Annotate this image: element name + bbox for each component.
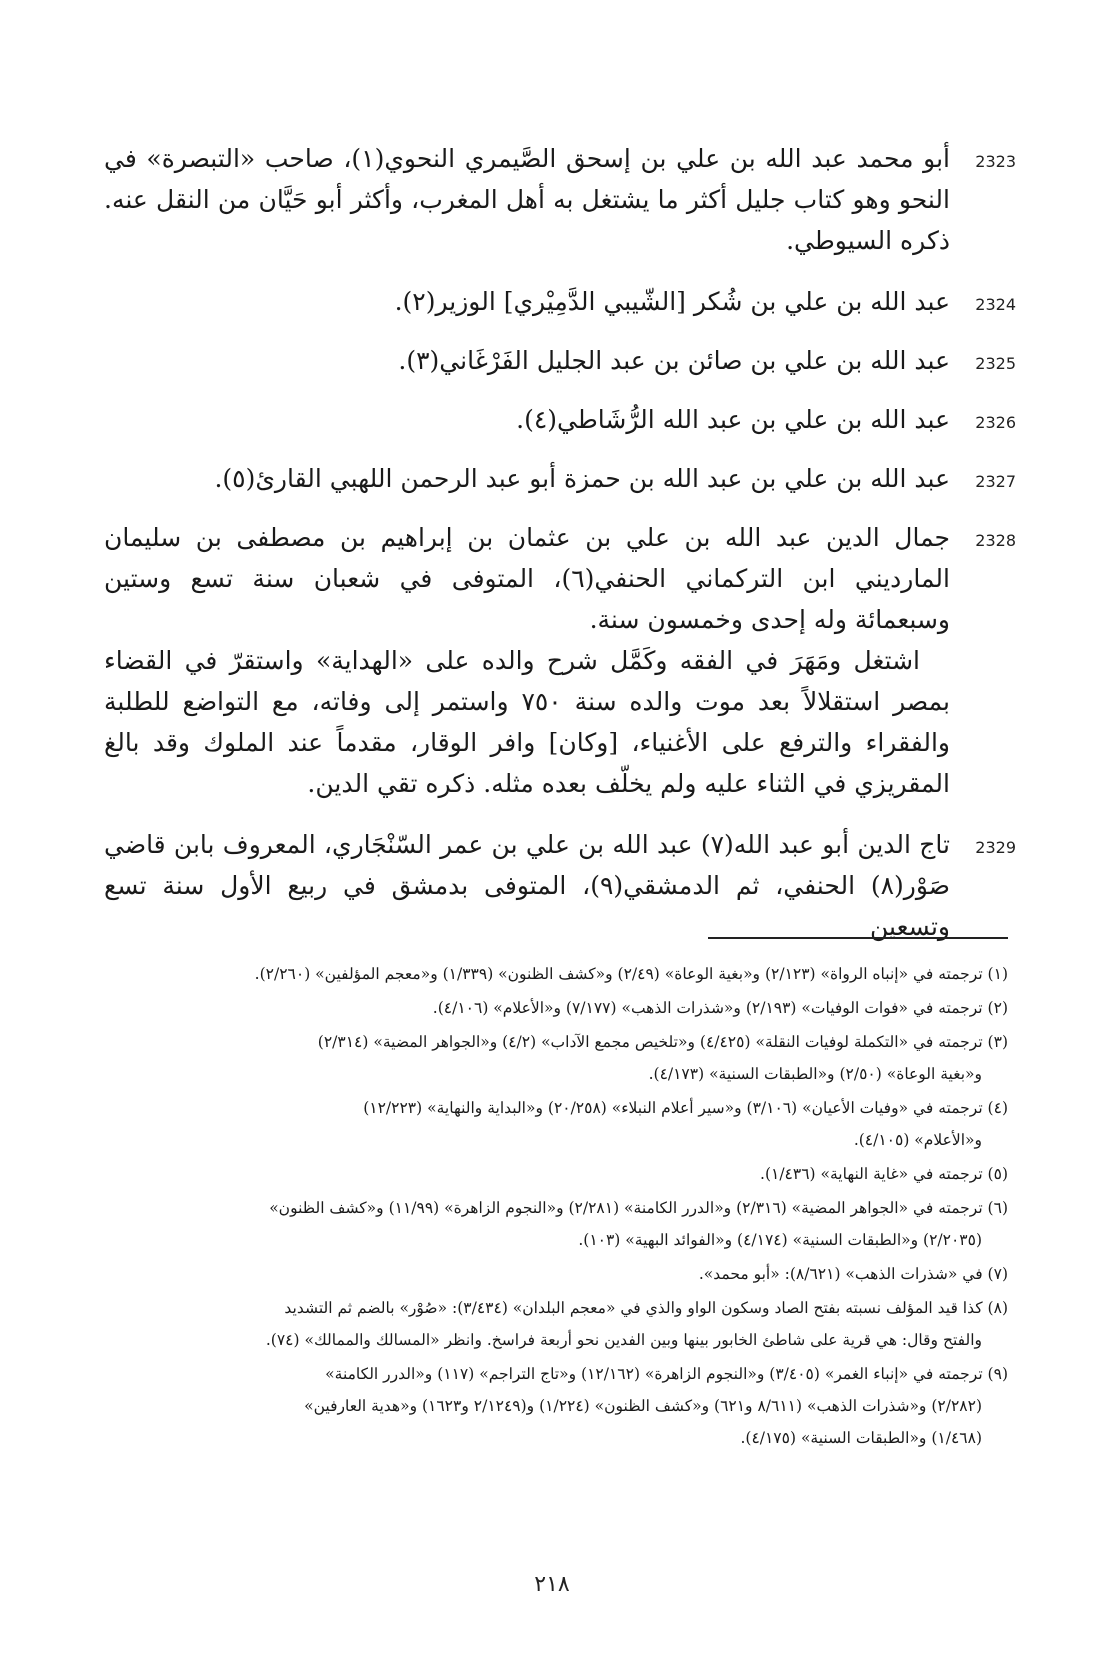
footnote-line: والفتح وقال: هي قرية على شاطئ الخابور بينها وبين الفدين نحو أربعة فراسخ. وانظر «المسالك والممالك» (٧٤).	[265, 1331, 982, 1349]
entry-number: 2326	[975, 413, 1016, 432]
footnote-4	[104, 1092, 1008, 1156]
footnotes	[104, 958, 1008, 1456]
footnote-line: (٢/٢٠٣٥) و«الطبقات السنية» (٤/١٧٤) و«الفوائد البهية» (١٠٣).	[578, 1231, 982, 1249]
entries-list	[104, 138, 1016, 947]
footnote-1	[104, 958, 1008, 990]
footnote-9	[104, 1358, 1008, 1454]
entry-2326	[104, 399, 1016, 440]
entry-text-continued: اشتغل ومَهَرَ في الفقه وكَمَّل شرح والده على «الهداية» واستقرّ في القضاء بمصر استقلالاً بعد موت والده سنة ٧٥٠ واستمر إلى وفاته، مع التواضع للطلبة والفقراء والترفع على الأغنياء، [وكان] وافر الوقار، مقدماً عند الملوك وقد بالغ المقريزي في الثناء عليه ولم يخلّف بعده مثله. ذكره تقي الدين.	[104, 646, 950, 798]
entry-number: 2328	[975, 531, 1016, 550]
footnote-5	[104, 1158, 1008, 1190]
footnote-8	[104, 1292, 1008, 1356]
footnote-line: و«بغية الوعاة» (٢/٥٠) و«الطبقات السنية» (٤/١٧٣).	[648, 1065, 982, 1083]
footnote-separator	[708, 937, 1008, 939]
entry-text: أبو محمد عبد الله بن علي بن إسحق الصَّيمري النحوي(١)، صاحب «التبصرة» في النحو وهو كتاب جليل أكثر ما يشتغل به أهل المغرب، وأكثر أبو حَيَّان من النقل عنه. ذكره السيوطي.	[104, 144, 950, 255]
entry-number: 2329	[975, 838, 1016, 857]
footnote-6	[104, 1192, 1008, 1256]
footnote-2	[104, 992, 1008, 1024]
entry-2329	[104, 824, 1016, 947]
footnote-line: (١/٤٦٨) و«الطبقات السنية» (٤/١٧٥).	[740, 1429, 982, 1447]
footnote-line: (٧) في «شذرات الذهب» (٨/٦٢١): «أبو محمد».	[698, 1265, 1008, 1283]
footnote-line: و«الأعلام» (٤/١٠٥).	[853, 1131, 982, 1149]
entry-text: جمال الدين عبد الله بن علي بن عثمان بن إبراهيم بن مصطفى بن سليمان المارديني ابن التركماني الحنفي(٦)، المتوفى في شعبان سنة تسع وستين وسبعمائة وله إحدى وخمسون سنة.	[104, 523, 950, 634]
entry-2328	[104, 517, 1016, 804]
entry-2327	[104, 458, 1016, 499]
entry-number: 2323	[975, 152, 1016, 171]
entry-2323	[104, 138, 1016, 261]
footnote-line: (٩) ترجمته في «إنباء الغمر» (٣/٤٠٥) و«النجوم الزاهرة» (١٢/١٦٢) و«تاج التراجم» (١١٧) و«الدرر الكامنة»	[325, 1365, 1008, 1383]
entry-number: 2327	[975, 472, 1016, 491]
entry-text: تاج الدين أبو عبد الله(٧) عبد الله بن علي بن عمر السّنْجَاري، المعروف بابن قاضي صَوْر(٨) الحنفي، ثم الدمشقي(٩)، المتوفى بدمشق في ربيع الأول سنة تسع وتسعين	[104, 830, 951, 941]
footnote-line: (١) ترجمته في «إنباه الرواة» (٢/١٢٣) و«بغية الوعاة» (٢/٤٩) و«كشف الظنون» (١/٣٣٩) و«معجم المؤلفين» (٢/٢٦٠).	[254, 965, 1008, 983]
footnote-line: (٨) كذا قيد المؤلف نسبته بفتح الصاد وسكون الواو والذي في «معجم البلدان» (٣/٤٣٤): «صُوْر» بالضم ثم التشديد	[284, 1299, 1008, 1317]
entry-2324	[104, 281, 1016, 322]
entry-number: 2325	[975, 354, 1016, 373]
footnote-line: (٣) ترجمته في «التكملة لوفيات النقلة» (٤/٤٢٥) و«تلخيص مجمع الآداب» (٤/٢) و«الجواهر المضية» (٢/٣١٤)	[317, 1033, 1008, 1051]
entry-text: عبد الله بن علي بن شُكر [الشّيبي الدَّمِيْري] الوزير(٢).	[394, 287, 950, 316]
footnote-line: (٤) ترجمته في «وفيات الأعيان» (٣/١٠٦) و«سير أعلام النبلاء» (٢٠/٢٥٨) و«البداية والنهاية» (١٢/٢٢٣)	[363, 1099, 1008, 1117]
footnote-7	[104, 1258, 1008, 1290]
entry-text: عبد الله بن علي بن عبد الله الرُّشَاطي(٤).	[516, 405, 950, 434]
page-number: ٢١٨	[534, 1572, 570, 1597]
footnote-line: (٥) ترجمته في «غاية النهاية» (١/٤٣٦).	[760, 1165, 1008, 1183]
entry-number: 2324	[975, 295, 1016, 314]
footnote-3	[104, 1026, 1008, 1090]
footnote-line: (٦) ترجمته في «الجواهر المضية» (٢/٣١٦) و«الدرر الكامنة» (٢/٢٨١) و«النجوم الزاهرة» (١١/٩٩) و«كشف الظنون»	[269, 1199, 1008, 1217]
footnote-line: (٢) ترجمته في «فوات الوفيات» (٢/١٩٣) و«شذرات الذهب» (٧/١٧٧) و«الأعلام» (٤/١٠٦).	[432, 999, 1008, 1017]
footnote-line: (٢/٢٨٢) و«شذرات الذهب» (٨/٦١١ و٦٢١) و«كشف الظنون» (١/٢٢٤) و(٢/١٢٤٩ و١٦٢٣) و«هدية العارفين»	[304, 1397, 982, 1415]
entry-text: عبد الله بن علي بن صائن بن عبد الجليل الفَرْغَاني(٣).	[398, 346, 950, 375]
entry-2325	[104, 340, 1016, 381]
entry-text: عبد الله بن علي بن عبد الله بن حمزة أبو عبد الرحمن اللهبي القارئ(٥).	[214, 464, 950, 493]
